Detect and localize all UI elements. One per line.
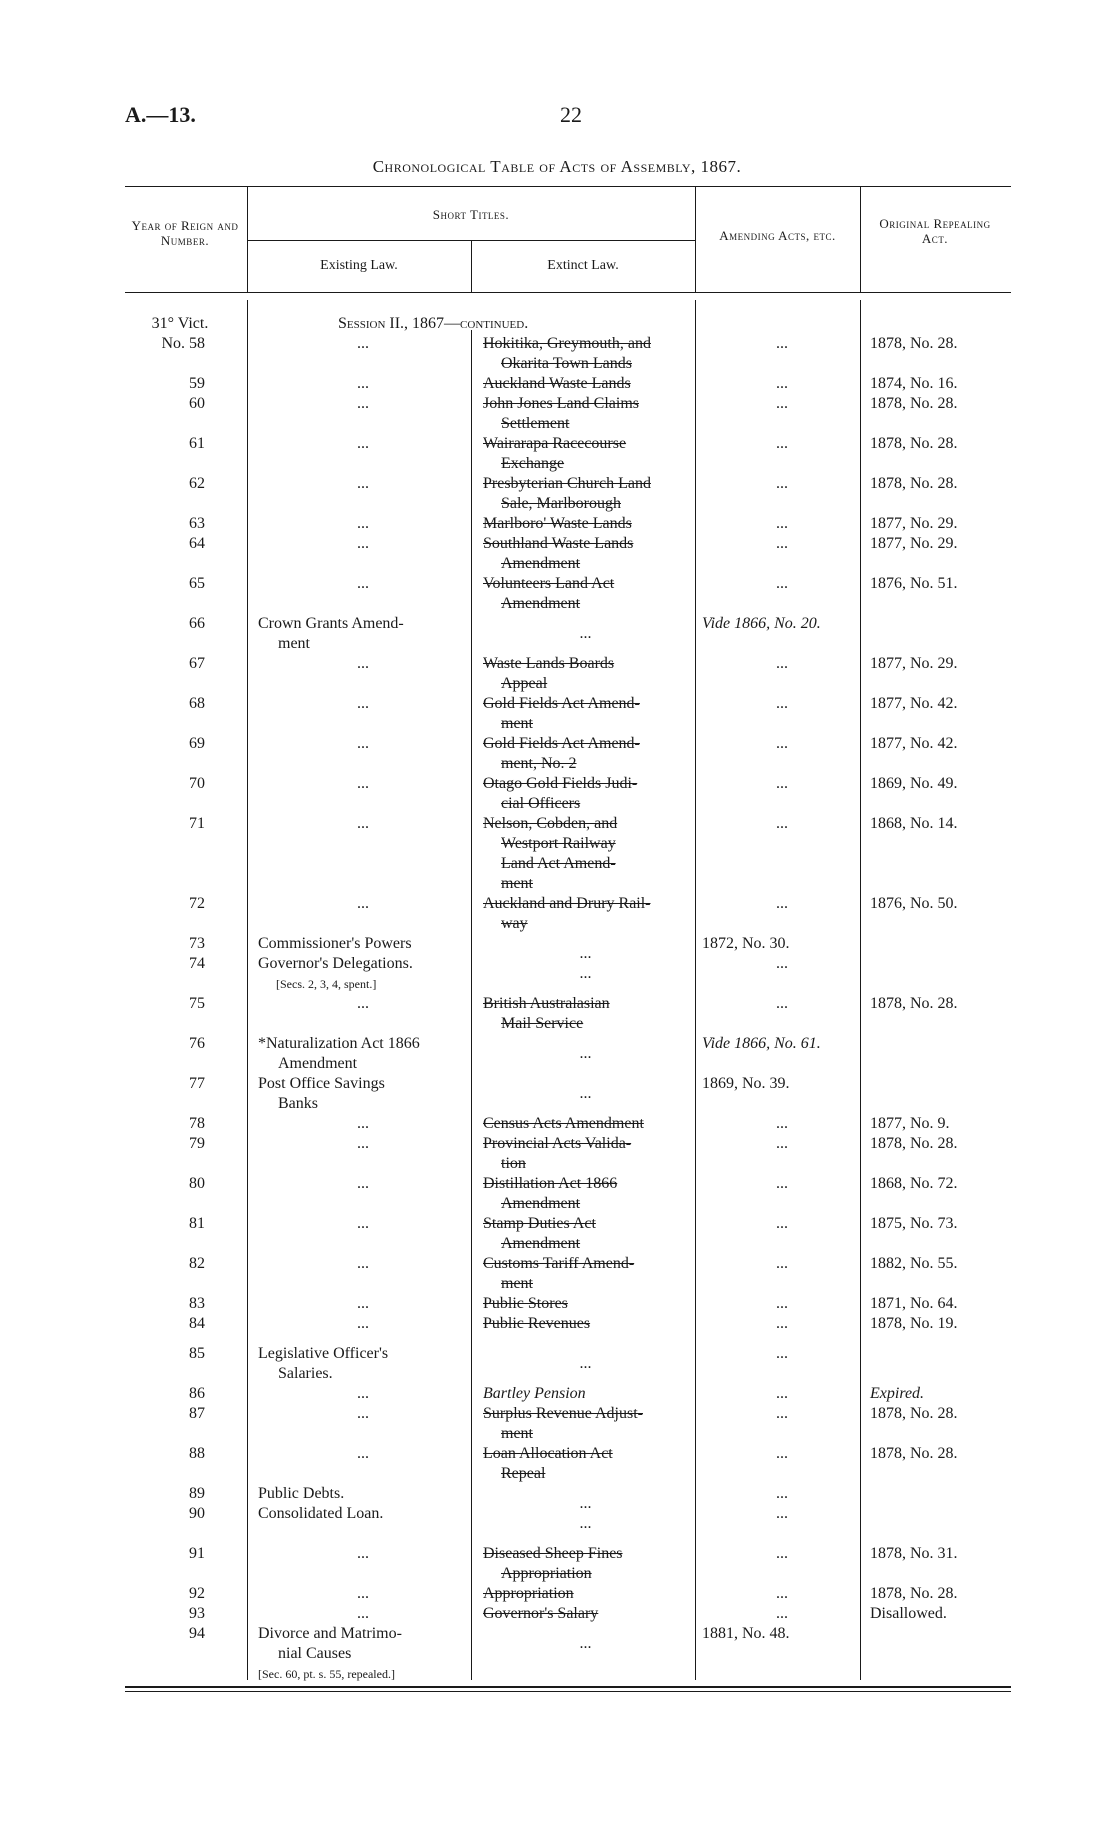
table-top-rule [125,186,1011,187]
act-number: 72 [189,895,205,912]
repealing-act: 1868, No. 14. [870,815,958,832]
existing-law-line: Public Debts. [258,1485,345,1502]
act-number: 79 [189,1135,205,1152]
extinct-law-line: Auckland Waste Lands [483,375,631,392]
existing-dots: ... [357,1545,369,1562]
existing-law-line: Legislative Officer's [258,1345,389,1362]
extinct-law-line: Marlboro' Waste Lands [483,515,632,532]
existing-dots: ... [357,395,369,412]
col-divider-4 [860,186,861,292]
extinct-law-line: Bartley Pension [483,1385,586,1402]
act-number: 85 [189,1345,205,1362]
extinct-law-title [483,654,688,694]
existing-dots: ... [357,1585,369,1602]
repealing-act: 1878, No. 28. [870,395,958,412]
extinct-law-title [483,1254,688,1294]
extinct-law-title [483,514,688,534]
amending-dots: ... [776,895,788,912]
existing-dots: ... [357,695,369,712]
header-repealing: Original Repealing Act. [879,216,991,246]
existing-law-line: nial Causes [278,1645,352,1662]
act-number: 65 [189,575,205,592]
extinct-law-line: ment [501,1425,533,1442]
extinct-law-title [483,894,688,934]
amending-dots: ... [776,535,788,552]
existing-dots: ... [357,1215,369,1232]
extinct-law-title [483,534,688,574]
extinct-law-title [483,394,688,434]
extinct-law-title [483,1294,688,1314]
extinct-law-line: Amendment [501,595,581,612]
extinct-law-line: Governor's Salary [483,1605,599,1622]
extinct-law-line: Surplus Revenue Adjust- [483,1405,643,1422]
extinct-law-line: Sale, Marlborough [501,495,621,512]
amending-act: Vide 1866, No. 20. [702,615,821,632]
repealing-act: 1878, No. 28. [870,1585,958,1602]
amending-dots: ... [776,335,788,352]
repealing-act: Disallowed. [870,1605,947,1622]
session-year: 31° Vict. [151,315,209,332]
amending-dots: ... [776,1585,788,1602]
extinct-law-line: Customs Tariff Amend- [483,1255,635,1272]
amending-dots: ... [776,475,788,492]
extinct-law-line: Waste Lands Boards [483,655,615,672]
existing-dots: ... [357,1295,369,1312]
repealing-act: 1878, No. 28. [870,1445,958,1462]
extinct-law-line: Gold Fields Act Amend- [483,735,640,752]
existing-dots: ... [357,375,369,392]
extinct-law-title [483,1444,688,1484]
existing-dots: ... [357,535,369,552]
extinct-law-title [483,1134,688,1174]
extinct-law-line: Otago Gold Fields Judi- [483,775,638,792]
extinct-law-title [483,1544,688,1584]
document-title: Chronological Table of Acts of Assembly, 1867. [372,157,742,176]
existing-dots: ... [357,895,369,912]
amending-dots: ... [776,575,788,592]
amending-dots: ... [776,775,788,792]
amending-dots: ... [776,375,788,392]
existing-law-title [258,954,468,994]
extinct-law-line: Appropriation [501,1565,592,1582]
extinct-law-title [483,994,688,1034]
page-number: 22 [560,102,582,127]
col-divider-1b [247,300,248,1680]
extinct-law-line: Distillation Act 1866 [483,1175,618,1192]
header-year: Year of Reign and Number. [131,218,239,248]
repealing-act: 1876, No. 50. [870,895,958,912]
existing-law-line: *Naturalization Act 1866 [258,1035,420,1052]
repealing-act: 1878, No. 28. [870,435,958,452]
extinct-law-line: Volunteers Land Act [483,575,615,592]
extinct-law-title [483,1174,688,1214]
extinct-law-line: British Australasian [483,995,610,1012]
act-number: 70 [189,775,205,792]
extinct-law-line: Gold Fields Act Amend- [483,695,640,712]
extinct-law-title [483,1214,688,1254]
act-number: 84 [189,1315,205,1332]
act-number: 80 [189,1175,205,1192]
existing-dots: ... [357,335,369,352]
table-bottom-rule [125,1686,1011,1688]
act-number: 69 [189,735,205,752]
existing-dots: ... [357,1605,369,1622]
existing-law-note: [Sec. 60, pt. s. 55, repealed.] [258,1667,395,1681]
existing-law-title [258,1344,468,1384]
extinct-law-line: Settlement [501,415,570,432]
extinct-law-title [483,694,688,734]
act-number: 73 [189,935,205,952]
existing-dots: ... [357,575,369,592]
extinct-dots: ... [579,1355,592,1372]
extinct-law-title [483,734,688,774]
existing-law-line: Crown Grants Amend- [258,615,404,632]
extinct-law-line: Exchange [501,455,565,472]
repealing-act: 1874, No. 16. [870,375,958,392]
extinct-law-line: ment, No. 2 [501,755,577,772]
col-divider-1 [247,186,248,292]
act-number: 76 [189,1035,205,1052]
amending-dots: ... [776,1485,788,1502]
extinct-dots: ... [579,965,592,982]
amending-dots: ... [776,395,788,412]
act-number: 93 [189,1605,205,1622]
repealing-act: 1878, No. 28. [870,475,958,492]
existing-dots: ... [357,1405,369,1422]
header-existing: Existing Law. [320,258,398,273]
existing-dots: ... [357,1135,369,1152]
extinct-dots: ... [579,1495,592,1512]
amending-dots: ... [776,1255,788,1272]
amending-dots: ... [776,655,788,672]
existing-dots: ... [357,435,369,452]
act-number: 81 [189,1215,205,1232]
existing-law-line: Commissioner's Powers [258,935,412,952]
extinct-law-line: Auckland and Drury Rail- [483,895,651,912]
extinct-law-title [483,434,688,474]
act-number: 61 [189,435,205,452]
act-number: 67 [189,655,205,672]
repealing-act: 1878, No. 31. [870,1545,958,1562]
extinct-law-line: ment [501,1275,533,1292]
table-bottom-rule-2 [125,1691,1011,1692]
existing-dots: ... [357,1445,369,1462]
act-number: 87 [189,1405,205,1422]
amending-dots: ... [776,1545,788,1562]
extinct-law-line: Amendment [501,1195,581,1212]
amending-dots: ... [776,1135,788,1152]
extinct-law-line: Wairarapa Racecourse [483,435,627,452]
amending-dots: ... [776,1295,788,1312]
amending-dots: ... [776,815,788,832]
col-divider-3b [695,300,696,1680]
repealing-act: 1868, No. 72. [870,1175,958,1192]
extinct-law-title [483,1604,688,1624]
page-id: A.—13. [125,102,196,127]
extinct-law-line: Land Act Amend- [501,855,616,872]
extinct-law-line: Repeal [501,1465,546,1482]
extinct-law-line: Appeal [501,675,548,692]
amending-dots: ... [776,1315,788,1332]
extinct-law-line: Hokitika, Greymouth, and [483,335,651,352]
act-number: 82 [189,1255,205,1272]
existing-law-title [258,1504,468,1524]
act-number: 71 [189,815,205,832]
amending-dots: ... [776,1405,788,1422]
repealing-act: 1878, No. 19. [870,1315,958,1332]
existing-law-title [258,1624,468,1684]
extinct-law-line: Okarita Town Lands [501,355,632,372]
existing-law-line: Governor's Delegations. [258,955,413,972]
extinct-law-line: Mail Service [501,1015,584,1032]
repealing-act: 1878, No. 28. [870,1405,958,1422]
act-number: 86 [189,1385,205,1402]
extinct-law-line: Stamp Duties Act [483,1215,596,1232]
existing-dots: ... [357,1315,369,1332]
repealing-act: 1876, No. 51. [870,575,958,592]
existing-dots: ... [357,815,369,832]
extinct-law-title [483,1584,688,1604]
act-number: 68 [189,695,205,712]
existing-law-title [258,1484,468,1504]
extinct-law-line: Westport Railway [501,835,616,852]
existing-law-line: ment [278,635,310,652]
act-number: 90 [189,1505,205,1522]
extinct-law-line: tion [501,1155,526,1172]
extinct-law-line: ment [501,875,533,892]
existing-law-title [258,1034,468,1074]
existing-law-line: Amendment [278,1055,358,1072]
amending-dots: ... [776,995,788,1012]
act-number: 83 [189,1295,205,1312]
repealing-act: 1877, No. 29. [870,655,958,672]
amending-dots: ... [776,515,788,532]
extinct-law-line: Public Stores [483,1295,568,1312]
amending-act: 1869, No. 39. [702,1075,790,1092]
extinct-law-line: ment [501,715,533,732]
amending-dots: ... [776,435,788,452]
extinct-law-line: Southland Waste Lands [483,535,634,552]
existing-dots: ... [357,735,369,752]
extinct-law-line: Presbyterian Church Land [483,475,651,492]
extinct-law-title [483,474,688,514]
amending-dots: ... [776,1345,788,1362]
existing-dots: ... [357,475,369,492]
extinct-law-line: Diseased Sheep Fines [483,1545,623,1562]
amending-dots: ... [776,1175,788,1192]
act-number: 91 [189,1545,205,1562]
extinct-law-title [483,774,688,814]
amending-dots: ... [776,735,788,752]
act-number: 77 [189,1075,205,1092]
header-bottom-rule [125,292,1011,293]
extinct-dots: ... [579,625,592,642]
act-number: 94 [189,1625,205,1642]
act-number: 78 [189,1115,205,1132]
amending-dots: ... [776,955,788,972]
existing-law-line: Consolidated Loan. [258,1505,384,1522]
extinct-law-title [483,1314,688,1334]
existing-law-title [258,1074,468,1114]
act-number: 59 [189,375,205,392]
extinct-law-line: Appropriation [483,1585,574,1602]
header-short-titles: Short Titles. [432,207,510,222]
extinct-law-title [483,374,688,394]
repealing-act: 1878, No. 28. [870,995,958,1012]
repealing-act: 1882, No. 55. [870,1255,958,1272]
extinct-law-title [483,814,688,894]
amending-dots: ... [776,1385,788,1402]
act-number: 92 [189,1585,205,1602]
existing-law-note: [Secs. 2, 3, 4, spent.] [276,977,377,991]
act-number: 62 [189,475,205,492]
amending-dots: ... [776,1215,788,1232]
session-label: Session II., 1867—continued. [338,315,529,332]
repealing-act: 1877, No. 42. [870,695,958,712]
repealing-act: 1877, No. 9. [870,1115,950,1132]
extinct-law-line: Census Acts Amendment [483,1115,644,1132]
act-number: 63 [189,515,205,532]
act-number: 64 [189,535,205,552]
existing-dots: ... [357,515,369,532]
existing-law-line: Post Office Savings [258,1075,385,1092]
extinct-law-title [483,1384,688,1404]
extinct-law-line: Nelson, Cobden, and [483,815,618,832]
extinct-law-title [483,1404,688,1444]
act-number: 88 [189,1445,205,1462]
extinct-law-line: Loan Allocation Act [483,1445,613,1462]
existing-law-line: Salaries. [278,1365,333,1382]
repealing-act: 1878, No. 28. [870,335,958,352]
amending-dots: ... [776,1445,788,1462]
act-number: 60 [189,395,205,412]
extinct-law-line: Amendment [501,555,581,572]
extinct-law-line: Amendment [501,1235,581,1252]
repealing-act: 1875, No. 73. [870,1215,958,1232]
extinct-law-line: Public Revenues [483,1315,591,1332]
col-divider-4b [860,300,861,1680]
extinct-law-title [483,574,688,614]
extinct-law-line: John Jones Land Claims [483,395,639,412]
extinct-law-title [483,334,688,374]
existing-dots: ... [357,1255,369,1272]
existing-law-line: Banks [278,1095,318,1112]
existing-law-title [258,614,468,654]
repealing-act: 1869, No. 49. [870,775,958,792]
act-number: 89 [189,1485,205,1502]
existing-dots: ... [357,1115,369,1132]
amending-dots: ... [776,1605,788,1622]
repealing-act: 1877, No. 42. [870,735,958,752]
extinct-law-title [483,1114,688,1134]
repealing-act: 1877, No. 29. [870,535,958,552]
col-divider-3 [695,186,696,292]
repealing-act: 1871, No. 64. [870,1295,958,1312]
act-number: 66 [189,615,205,632]
header-extinct: Extinct Law. [547,258,619,273]
amending-dots: ... [776,695,788,712]
extinct-dots: ... [579,945,592,962]
act-number: 75 [189,995,205,1012]
existing-dots: ... [357,1175,369,1192]
existing-dots: ... [357,995,369,1012]
amending-act: Vide 1866, No. 61. [702,1035,821,1052]
existing-law-title [258,934,468,954]
col-divider-2b [471,330,472,1680]
existing-dots: ... [357,655,369,672]
amending-dots: ... [776,1505,788,1522]
existing-law-line: Divorce and Matrimo- [258,1625,402,1642]
extinct-law-line: Provincial Acts Valida- [483,1135,632,1152]
existing-dots: ... [357,775,369,792]
extinct-dots: ... [579,1635,592,1652]
extinct-dots: ... [579,1085,592,1102]
amending-act: 1881, No. 48. [702,1625,790,1642]
act-number: No. 58 [161,335,205,352]
act-number: 74 [189,955,205,972]
extinct-law-line: cial Officers [501,795,581,812]
repealing-act: 1878, No. 28. [870,1135,958,1152]
amending-act: 1872, No. 30. [702,935,790,952]
extinct-dots: ... [579,1045,592,1062]
repealing-act: 1877, No. 29. [870,515,958,532]
repealing-act: Expired. [870,1385,925,1402]
amending-dots: ... [776,1115,788,1132]
extinct-dots: ... [579,1515,592,1532]
existing-dots: ... [357,1385,369,1402]
extinct-law-line: way [501,915,528,932]
header-amending: Amending Acts, etc. [719,228,836,243]
